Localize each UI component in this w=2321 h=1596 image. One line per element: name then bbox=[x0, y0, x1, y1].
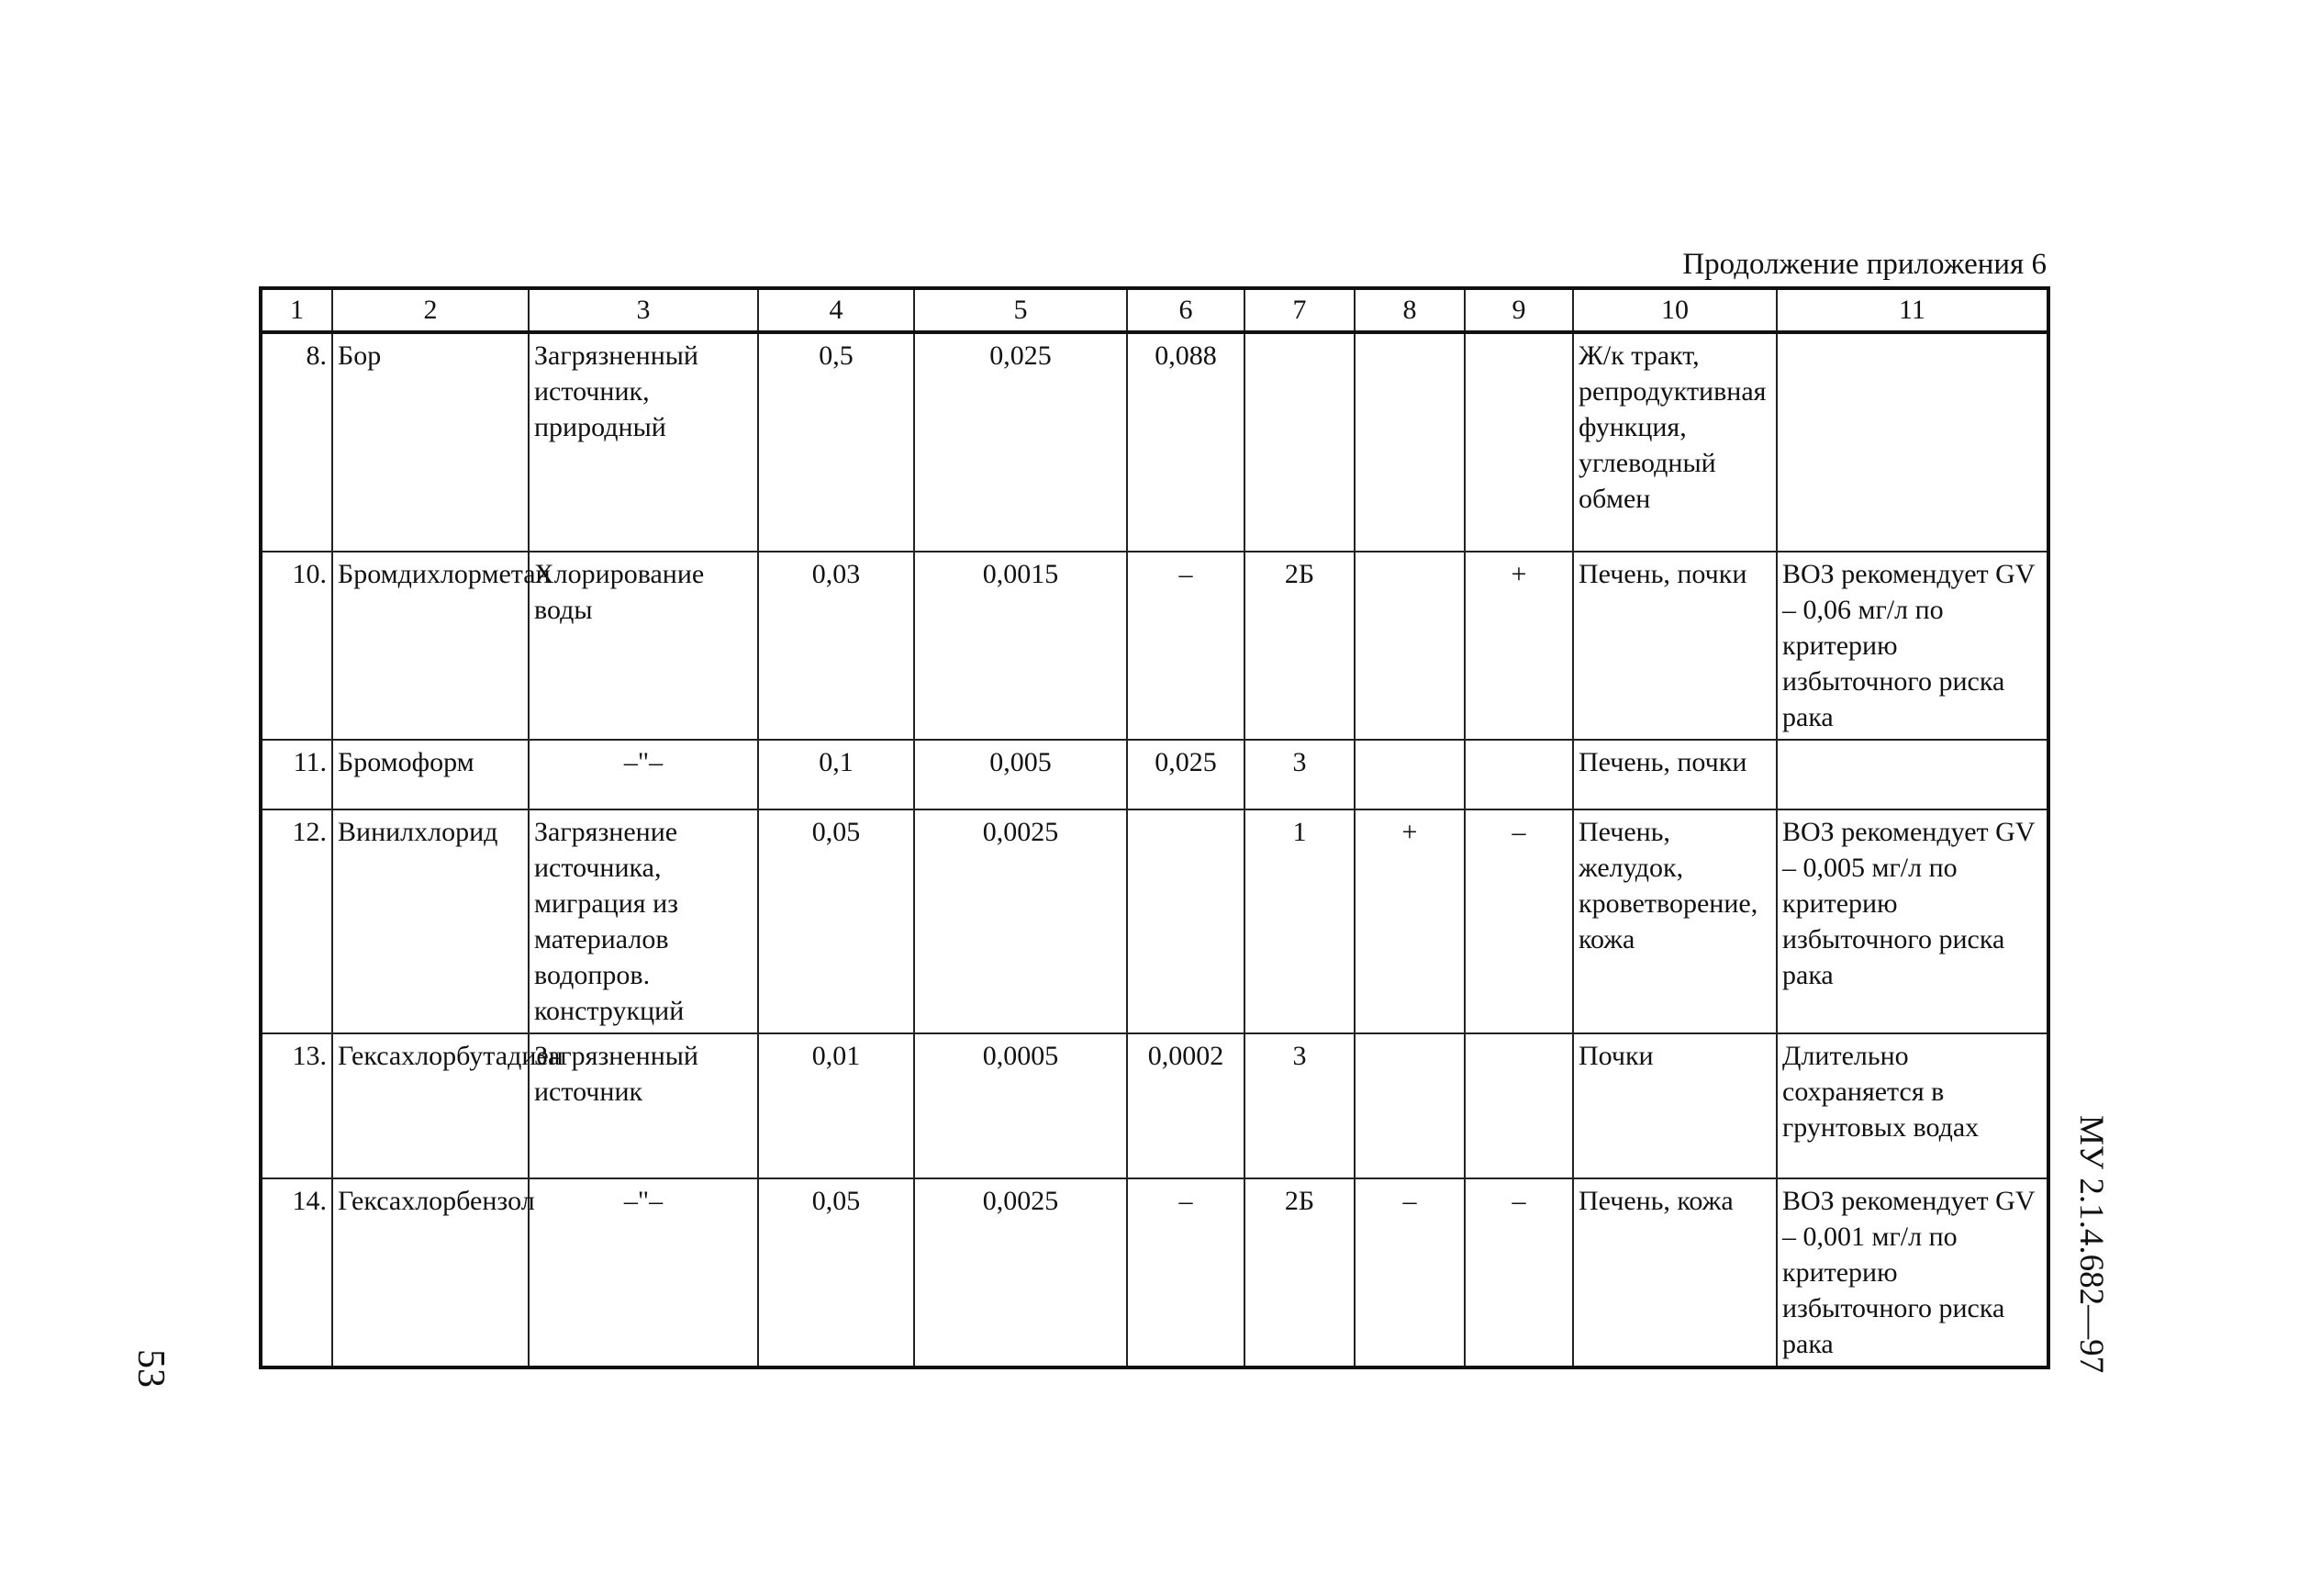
value-cell: 0,05 bbox=[758, 809, 914, 1033]
value-cell: 0,01 bbox=[758, 1033, 914, 1178]
value-cell: – bbox=[1355, 1178, 1465, 1367]
table-row bbox=[261, 332, 2048, 552]
row-number: 11. bbox=[261, 740, 332, 809]
column-header: 5 bbox=[914, 288, 1127, 332]
value-cell: 0,005 bbox=[914, 740, 1127, 809]
substance-name: Гексахлорбензол bbox=[332, 1178, 529, 1367]
substance-name: Бор bbox=[332, 332, 529, 552]
organ-cell: Печень, почки bbox=[1573, 740, 1777, 809]
value-cell bbox=[1465, 1033, 1573, 1178]
value-cell: 0,088 bbox=[1127, 332, 1244, 552]
value-cell: 2Б bbox=[1244, 1178, 1355, 1367]
row-number: 10. bbox=[261, 552, 332, 740]
value-cell bbox=[1465, 332, 1573, 552]
substance-name: Бромдихлорметан bbox=[332, 552, 529, 740]
note-cell bbox=[1777, 740, 2048, 809]
value-cell: 1 bbox=[1244, 809, 1355, 1033]
table-caption: Продолжение приложения 6 bbox=[1682, 248, 2047, 281]
value-cell: 0,0025 bbox=[914, 809, 1127, 1033]
substance-name: Бромоформ bbox=[332, 740, 529, 809]
substance-name: Гексахлорбутадиен bbox=[332, 1033, 529, 1178]
column-header: 2 bbox=[332, 288, 529, 332]
table-row bbox=[261, 1178, 2048, 1367]
value-cell: + bbox=[1465, 552, 1573, 740]
value-cell bbox=[1465, 740, 1573, 809]
organ-cell: Ж/к тракт, репродуктивная функция, углеводный обмен bbox=[1573, 332, 1777, 552]
value-cell: – bbox=[1465, 1178, 1573, 1367]
table-row bbox=[261, 740, 2048, 809]
column-header: 11 bbox=[1777, 288, 2048, 332]
column-header: 6 bbox=[1127, 288, 1244, 332]
value-cell: 0,03 bbox=[758, 552, 914, 740]
column-header: 9 bbox=[1465, 288, 1573, 332]
column-header: 4 bbox=[758, 288, 914, 332]
value-cell: 3 bbox=[1244, 740, 1355, 809]
source-cell: –"– bbox=[529, 1178, 758, 1367]
source-cell: Загрязненный источник bbox=[529, 1033, 758, 1178]
value-cell bbox=[1127, 809, 1244, 1033]
column-header: 8 bbox=[1355, 288, 1465, 332]
value-cell: 3 bbox=[1244, 1033, 1355, 1178]
note-cell: ВОЗ рекомендует GV – 0,06 мг/л по критерию избыточного риска рака bbox=[1777, 552, 2048, 740]
note-cell bbox=[1777, 332, 2048, 552]
row-number: 8. bbox=[261, 332, 332, 552]
header-row bbox=[261, 288, 2048, 332]
row-number: 14. bbox=[261, 1178, 332, 1367]
organ-cell: Печень, почки bbox=[1573, 552, 1777, 740]
value-cell bbox=[1355, 332, 1465, 552]
column-header: 1 bbox=[261, 288, 332, 332]
value-cell bbox=[1355, 1033, 1465, 1178]
row-number: 12. bbox=[261, 809, 332, 1033]
column-header: 7 bbox=[1244, 288, 1355, 332]
organ-cell: Печень, кожа bbox=[1573, 1178, 1777, 1367]
organ-cell: Печень, желудок, кроветворение, кожа bbox=[1573, 809, 1777, 1033]
value-cell: 0,0015 bbox=[914, 552, 1127, 740]
value-cell bbox=[1244, 332, 1355, 552]
page-number: 53 bbox=[129, 1349, 172, 1388]
table-row bbox=[261, 552, 2048, 740]
table-row bbox=[261, 1033, 2048, 1178]
value-cell: 0,0025 bbox=[914, 1178, 1127, 1367]
row-number: 13. bbox=[261, 1033, 332, 1178]
source-cell: –"– bbox=[529, 740, 758, 809]
value-cell: – bbox=[1465, 809, 1573, 1033]
source-cell: Загрязнение источника, миграция из материалов водопров. конструкций bbox=[529, 809, 758, 1033]
column-header: 3 bbox=[529, 288, 758, 332]
table-row bbox=[261, 809, 2048, 1033]
value-cell: 0,025 bbox=[1127, 740, 1244, 809]
note-cell: Длительно сохраняется в грунтовых водах bbox=[1777, 1033, 2048, 1178]
value-cell: 0,025 bbox=[914, 332, 1127, 552]
value-cell: – bbox=[1127, 552, 1244, 740]
value-cell: – bbox=[1127, 1178, 1244, 1367]
substance-name: Винилхлорид bbox=[332, 809, 529, 1033]
value-cell: 0,0005 bbox=[914, 1033, 1127, 1178]
column-header: 10 bbox=[1573, 288, 1777, 332]
value-cell: 0,05 bbox=[758, 1178, 914, 1367]
value-cell: 0,1 bbox=[758, 740, 914, 809]
value-cell: 0,0002 bbox=[1127, 1033, 1244, 1178]
document-code: МУ 2.1.4.682—97 bbox=[2072, 1115, 2110, 1374]
source-cell: Загрязненный источник, природный bbox=[529, 332, 758, 552]
substances-table bbox=[259, 286, 2050, 1369]
value-cell bbox=[1355, 552, 1465, 740]
note-cell: ВОЗ рекомендует GV – 0,005 мг/л по критерию избыточного риска рака bbox=[1777, 809, 2048, 1033]
value-cell bbox=[1355, 740, 1465, 809]
value-cell: 0,5 bbox=[758, 332, 914, 552]
note-cell: ВОЗ рекомендует GV – 0,001 мг/л по критерию избыточного риска рака bbox=[1777, 1178, 2048, 1367]
organ-cell: Почки bbox=[1573, 1033, 1777, 1178]
value-cell: + bbox=[1355, 809, 1465, 1033]
value-cell: 2Б bbox=[1244, 552, 1355, 740]
source-cell: Хлорирование воды bbox=[529, 552, 758, 740]
